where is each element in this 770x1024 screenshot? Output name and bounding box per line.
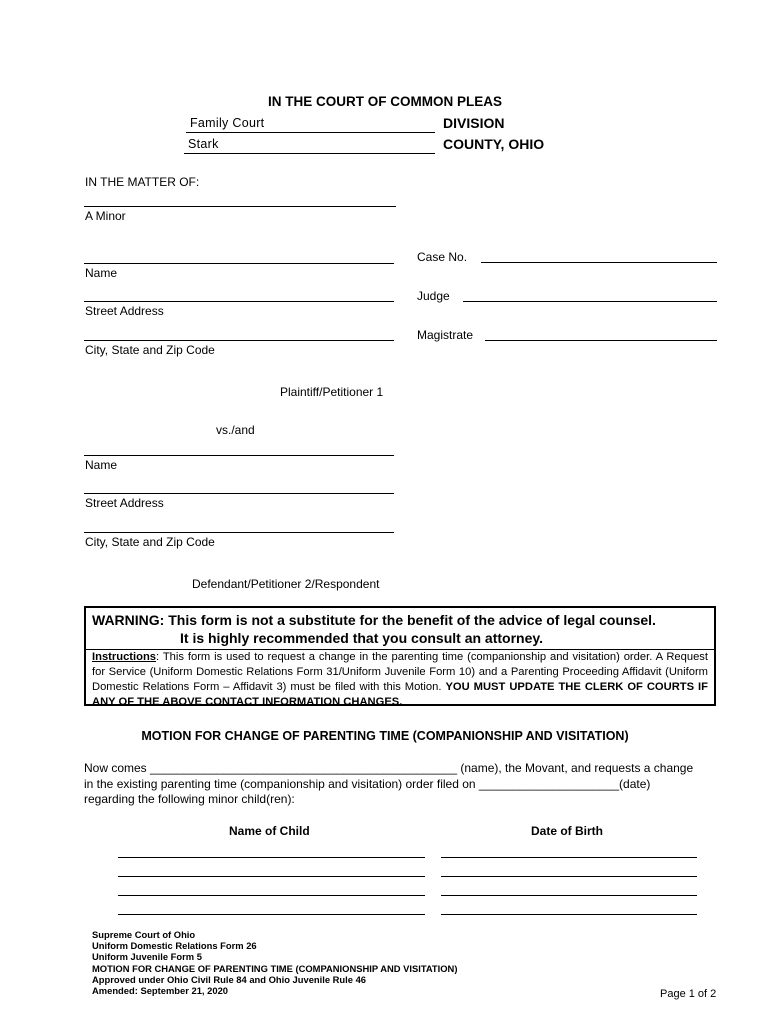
page-number: Page 1 of 2 (660, 988, 717, 1000)
defendant-role-label: Defendant/Petitioner 2/Respondent (192, 577, 380, 591)
county-underline (184, 153, 435, 154)
motion-paragraph (84, 761, 718, 808)
plaintiff-role-label: Plaintiff/Petitioner 1 (280, 385, 384, 399)
division-label: DIVISION (443, 115, 505, 131)
motion-title: MOTION FOR CHANGE OF PARENTING TIME (COMPANIONSHIP AND VISITATION) (141, 729, 629, 743)
column-date-of-birth: Date of Birth (531, 824, 603, 838)
motion-line-2: in the existing parenting time (companionship and visitation) order filed on _____________________(date) (84, 776, 651, 791)
warning-line-1: WARNING: This form is not a substitute for the benefit of the advice of legal counsel. (92, 612, 656, 628)
column-name-of-child: Name of Child (229, 824, 310, 838)
defendant-name-label: Name (85, 458, 118, 472)
warning-box (84, 606, 716, 706)
child-name-field-4[interactable] (118, 914, 425, 915)
court-title: IN THE COURT OF COMMON PLEAS (268, 94, 502, 109)
matter-heading: IN THE MATTER OF: (85, 175, 200, 189)
plaintiff-name-field[interactable] (84, 263, 394, 264)
minor-label: A Minor (85, 209, 126, 223)
minor-field[interactable] (84, 206, 396, 207)
plaintiff-street-label: Street Address (85, 304, 164, 318)
footer-line-6: Amended: September 21, 2020 (92, 985, 228, 997)
county-field[interactable]: Stark (188, 137, 219, 151)
instructions-body: : This form is used to request a change in the parenting time (companionship and visitation) order. A Request for Service (Uniform Domestic Relations Form 31/Uniform Juvenile Form 10) and a Parenting Proceeding Affidavit (Uniform Domestic Relations Form – Affidavit 3) must be filed with this Motion. (92, 651, 708, 693)
warning-line-2: It is highly recommended that you consult an attorney. (180, 630, 544, 646)
defendant-city-label: City, State and Zip Code (85, 535, 215, 549)
versus-label: vs./and (216, 423, 255, 437)
instructions-label: Instructions (92, 651, 157, 663)
judge-field[interactable] (463, 301, 717, 302)
defendant-name-field[interactable] (84, 455, 394, 456)
warning-heading (86, 611, 714, 647)
defendant-street-field[interactable] (84, 493, 394, 494)
child-dob-field-1[interactable] (441, 857, 697, 858)
instructions-text (92, 650, 708, 710)
plaintiff-city-field[interactable] (84, 340, 394, 341)
division-underline (186, 132, 435, 133)
footer-line-2: Uniform Domestic Relations Form 26 (92, 940, 257, 952)
form-footer (92, 929, 457, 996)
child-name-field-2[interactable] (118, 876, 425, 877)
plaintiff-name-label: Name (85, 266, 118, 280)
motion-line-3: regarding the following minor child(ren): (84, 792, 295, 806)
child-name-field-3[interactable] (118, 895, 425, 896)
footer-line-4: MOTION FOR CHANGE OF PARENTING TIME (COMPANIONSHIP AND VISITATION) (92, 962, 458, 974)
plaintiff-city-label: City, State and Zip Code (85, 343, 215, 357)
defendant-street-label: Street Address (85, 496, 164, 510)
county-label: COUNTY, OHIO (443, 136, 545, 152)
footer-line-1: Supreme Court of Ohio (92, 929, 196, 940)
child-dob-field-3[interactable] (441, 895, 697, 896)
motion-line-1: Now comes ______________________________________________ (name), the Movant, and requests a change (84, 761, 694, 775)
case-no-field[interactable] (481, 262, 717, 263)
magistrate-field[interactable] (485, 340, 717, 341)
judge-label: Judge (417, 289, 450, 303)
plaintiff-street-field[interactable] (84, 301, 394, 302)
footer-line-5: Approved under Ohio Civil Rule 84 and Ohio Juvenile Rule 46 (92, 973, 367, 985)
child-dob-field-4[interactable] (441, 914, 697, 915)
child-name-field-1[interactable] (118, 857, 425, 858)
defendant-city-field[interactable] (84, 532, 394, 533)
division-field[interactable]: Family Court (190, 116, 265, 130)
case-no-label: Case No. (417, 250, 468, 264)
footer-line-3: Uniform Juvenile Form 5 (92, 951, 202, 963)
child-dob-field-2[interactable] (441, 876, 697, 877)
instructions-bold: YOU MUST UPDATE THE CLERK OF COURTS IF ANY OF THE ABOVE CONTACT INFORMATION CHANGES. (92, 681, 708, 708)
magistrate-label: Magistrate (417, 328, 474, 342)
